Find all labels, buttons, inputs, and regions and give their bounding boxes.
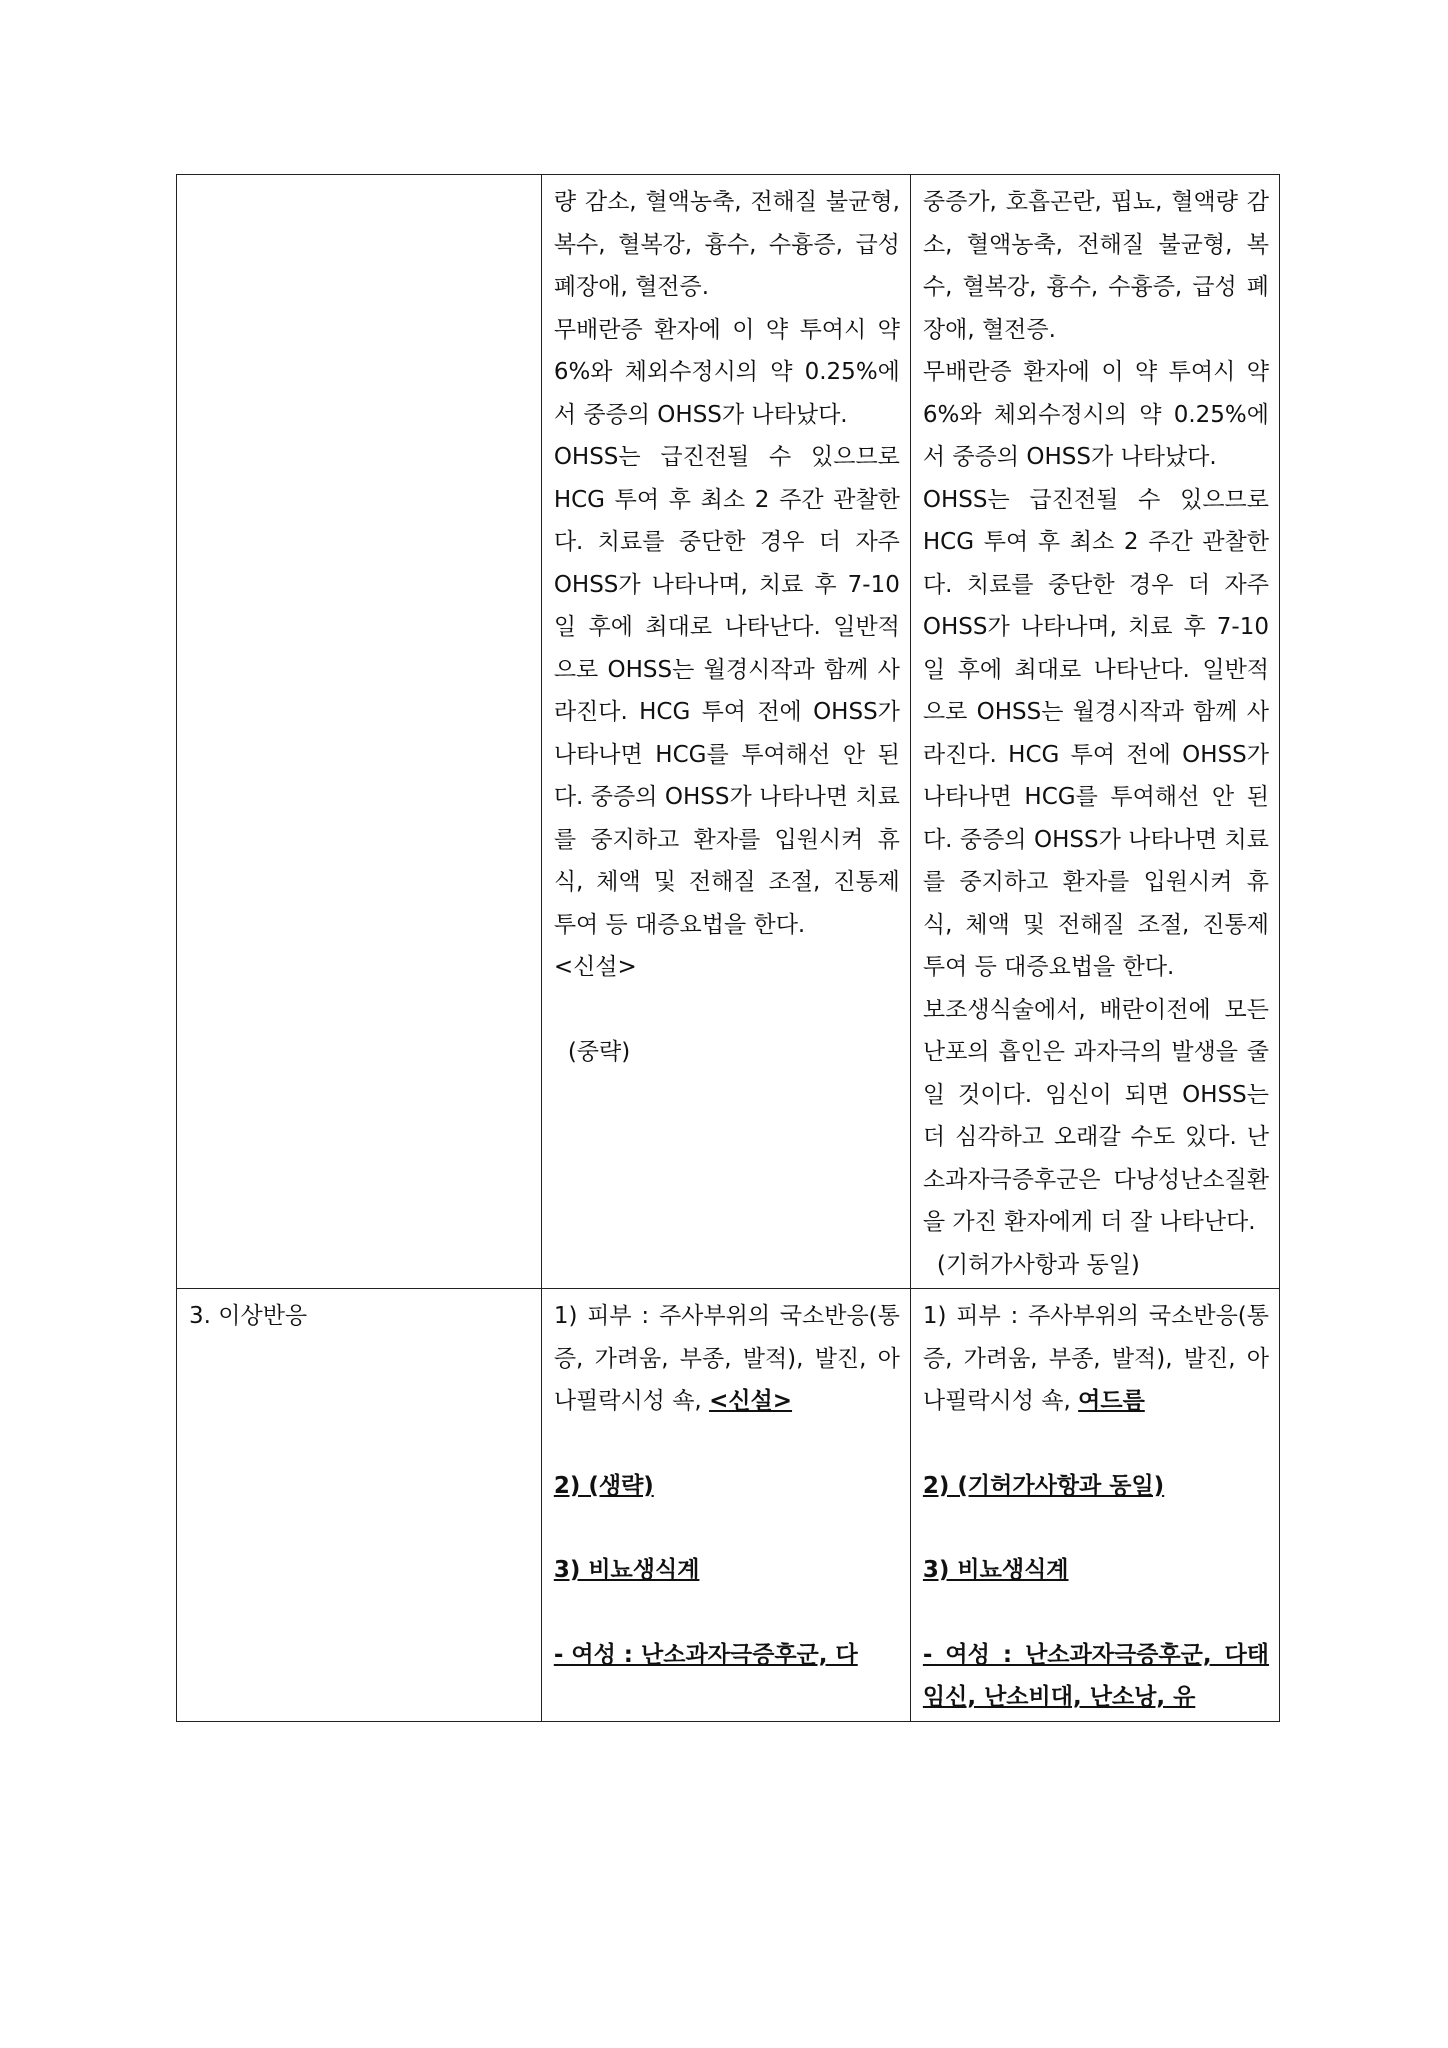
before-item-2: 2) (생략) <box>553 1472 654 1499</box>
before-skin-item <box>554 1295 900 1423</box>
after-item-2: 2) (기허가사항과 동일) <box>922 1472 1165 1499</box>
table-row-adverse-reactions <box>177 1289 1280 1722</box>
before-para-2: 무배란증 환자에 이 약 투여시 약 6%와 체외수정시의 약 0.25%에서 중증의 OHSS가 나타났다. <box>553 316 900 428</box>
after-para-4: 보조생식술에서, 배란이전에 모든 난포의 흡인은 과자극의 발생을 줄일 것이다. 임신이 되면 OHSS는 더 심각하고 오래갈 수도 있다. 난소과자극증후군은 다낭성난소질환을 가진 환자에게 더 잘 나타난다. <box>922 996 1269 1235</box>
before-para-3: OHSS는 급진전될 수 있으므로 HCG 투여 후 최소 2 주간 관찰한다. 치료를 중단한 경우 더 자주 OHSS가 나타나며, 치료 후 7-10일 후에 최대로 나타난다. 일반적으로 OHSS는 월경시작과 함께 사라진다. HCG 투여 전에 OHSS가 나타나면 HCG를 투여해선 안 된다. 중증의 OHSS가 나타나면 치료를 중지하고 환자를 입원시켜 휴식, 체액 및 전해질 조절, 진통제 투여 등 대증요법을 한다. <box>553 444 900 938</box>
before-item-3: 3) 비뇨생식계 <box>553 1557 700 1583</box>
before-new-marker: <신설> <box>553 954 637 980</box>
section-heading: 3. 이상반응 <box>189 1303 308 1329</box>
before-item-3-female: - 여성 : 난소과자극증후군, 다 <box>553 1641 858 1668</box>
after-para-1: 중증가, 호흡곤란, 핍뇨, 혈액량 감소, 혈액농축, 전해질 불균형, 복수, 혈복강, 흉수, 수흉증, 급성 폐장애, 혈전증. <box>922 189 1269 343</box>
row1-after-cell <box>910 175 1279 1289</box>
table-row-ohss <box>177 175 1280 1289</box>
before-omitted-note: (중략) <box>567 1038 631 1065</box>
before-skin-text: 1) 피부 : 주사부위의 국소반응(통증, 가려움, 부종, 발적), 발진, 아나필락시성 쇽, <box>553 1303 900 1414</box>
row2-before-cell <box>541 1289 910 1722</box>
after-same-note: (기허가사항과 동일) <box>936 1251 1140 1278</box>
row2-after-cell <box>910 1289 1279 1722</box>
row1-before-cell <box>541 175 910 1289</box>
after-item-3: 3) 비뇨생식계 <box>922 1557 1069 1583</box>
after-skin-new: 여드름 <box>1078 1388 1145 1414</box>
after-item-3-female: - 여성 : 난소과자극증후군, 다태임신, 난소비대, 난소낭, 유 <box>922 1641 1269 1710</box>
after-skin-text: 1) 피부 : 주사부위의 국소반응(통증, 가려움, 부종, 발적), 발진, 아나필락시성 쇽, <box>922 1303 1269 1414</box>
row2-label-cell <box>177 1289 542 1722</box>
row1-label-cell <box>177 175 542 1289</box>
before-para-1: 량 감소, 혈액농축, 전해질 불균형, 복수, 혈복강, 흉수, 수흉증, 급성 폐장애, 혈전증. <box>553 189 900 300</box>
before-skin-new: <신설> <box>709 1388 793 1414</box>
after-para-2: 무배란증 환자에 이 약 투여시 약 6%와 체외수정시의 약 0.25%에서 중증의 OHSS가 나타났다. <box>922 359 1269 470</box>
after-para-3: OHSS는 급진전될 수 있으므로 HCG 투여 후 최소 2 주간 관찰한다. 치료를 중단한 경우 더 자주 OHSS가 나타나며, 치료 후 7-10일 후에 최대로 나타난다. 일반적으로 OHSS는 월경시작과 함께 사라진다. HCG 투여 전에 OHSS가 나타나면 HCG를 투여해선 안 된다. 중증의 OHSS가 나타나면 치료를 중지하고 환자를 입원시켜 휴식, 체액 및 전해질 조절, 진통제 투여 등 대증요법을 한다. <box>922 486 1269 980</box>
comparison-table <box>176 174 1280 1722</box>
after-skin-item <box>923 1295 1269 1423</box>
